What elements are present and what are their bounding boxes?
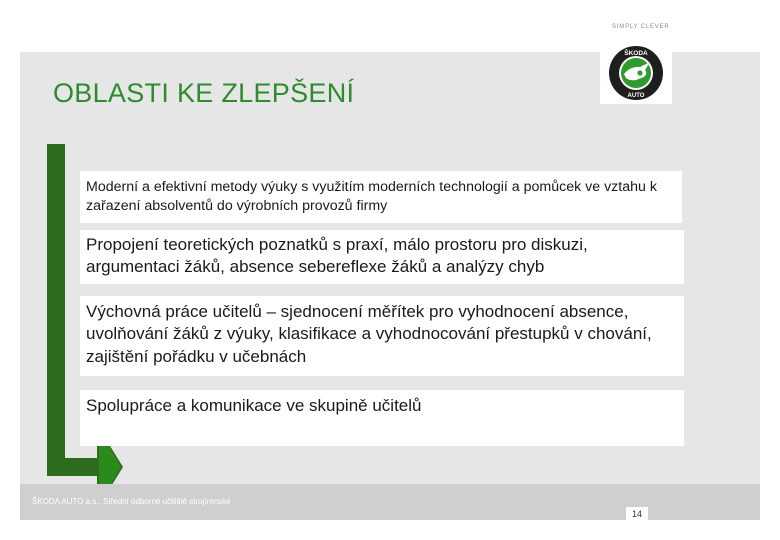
bracket-vertical-bar (47, 144, 65, 476)
bracket-bottom-bar (47, 458, 97, 476)
slide-background (20, 52, 760, 520)
skoda-logo (600, 40, 672, 104)
improvement-item-4: Spolupráce a komunikace ve skupině učitelů (80, 390, 684, 446)
improvement-item-3: Výchovná práce učitelů – sjednocení měřítek pro vyhodnocení absence, uvolňování žáků z výuky, klasifikace a vyhodnocování přestupků v chování, zajištění pořádku v učebnách (80, 296, 684, 376)
brand-tagline: SIMPLY CLEVER (612, 24, 670, 30)
slide-title: OBLASTI KE ZLEPŠENÍ (53, 78, 355, 108)
page-number: 14 (626, 507, 648, 521)
svg-text:ŠKODA: ŠKODA (624, 50, 648, 57)
skoda-logo-icon (600, 40, 672, 104)
improvement-item-1: Moderní a efektivní metody výuky s využitím moderních technologií a pomůcek ve vztahu k zařazení absolventů do výrobních provozů firmy (80, 171, 682, 223)
svg-text:AUTO: AUTO (627, 93, 645, 99)
footer-text: ŠKODA AUTO a.s., Střední odborné učiliště strojírenské (32, 497, 231, 506)
improvement-item-2: Propojení teoretických poznatků s praxí, málo prostoru pro diskuzi, argumentaci žáků, absence sebereflexe žáků a analýzy chyb (80, 230, 684, 284)
